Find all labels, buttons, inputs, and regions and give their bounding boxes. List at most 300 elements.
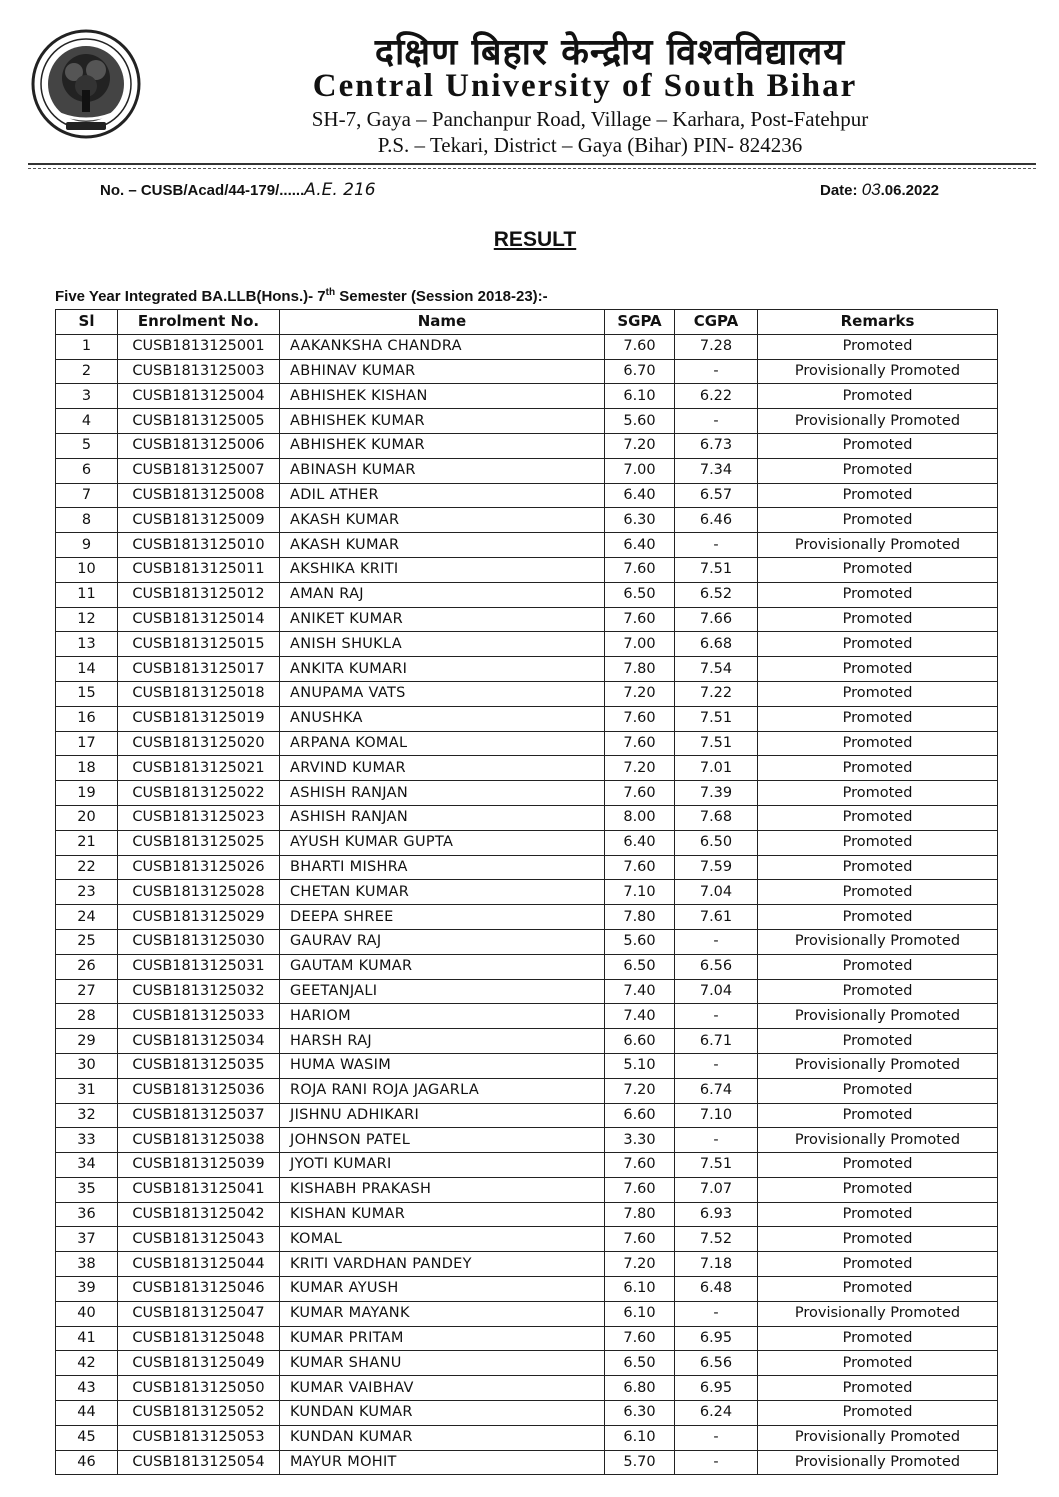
cell-sgpa: 7.10 — [605, 880, 675, 905]
cell-name: KISHABH PRAKASH — [280, 1177, 605, 1202]
document-date — [820, 180, 939, 200]
cell-remarks: Promoted — [758, 657, 998, 682]
table-row — [56, 756, 998, 781]
cell-sgpa: 6.10 — [605, 1277, 675, 1302]
cell-remarks: Provisionally Promoted — [758, 409, 998, 434]
cell-cgpa: 7.39 — [675, 781, 758, 806]
cell-sgpa: 7.20 — [605, 1252, 675, 1277]
cell-remarks: Promoted — [758, 805, 998, 830]
cell-sl: 33 — [56, 1128, 118, 1153]
cell-sgpa: 7.40 — [605, 1004, 675, 1029]
cell-sgpa: 7.60 — [605, 1153, 675, 1178]
cell-cgpa: 6.73 — [675, 433, 758, 458]
cell-name: GEETANJALI — [280, 979, 605, 1004]
cell-name: JYOTI KUMARI — [280, 1153, 605, 1178]
cell-enrolment-no: CUSB1813125028 — [118, 880, 280, 905]
cell-remarks: Promoted — [758, 880, 998, 905]
cell-cgpa: - — [675, 1450, 758, 1475]
column-header-name: Name — [280, 310, 605, 335]
cell-remarks: Promoted — [758, 433, 998, 458]
cell-enrolment-no: CUSB1813125012 — [118, 582, 280, 607]
table-row — [56, 731, 998, 756]
cell-remarks: Promoted — [758, 1401, 998, 1426]
table-row — [56, 409, 998, 434]
table-row — [56, 1227, 998, 1252]
cell-cgpa: 7.51 — [675, 557, 758, 582]
cell-remarks: Provisionally Promoted — [758, 1425, 998, 1450]
cell-sl: 35 — [56, 1177, 118, 1202]
cell-enrolment-no: CUSB1813125049 — [118, 1351, 280, 1376]
table-row — [56, 632, 998, 657]
table-row — [56, 979, 998, 1004]
cell-cgpa: 7.54 — [675, 657, 758, 682]
cell-sgpa: 7.60 — [605, 731, 675, 756]
table-row — [56, 781, 998, 806]
cell-remarks: Promoted — [758, 384, 998, 409]
table-row — [56, 1425, 998, 1450]
cell-enrolment-no: CUSB1813125003 — [118, 359, 280, 384]
cell-name: ANUSHKA — [280, 706, 605, 731]
cell-sgpa: 5.60 — [605, 409, 675, 434]
cell-enrolment-no: CUSB1813125029 — [118, 905, 280, 930]
cell-sgpa: 7.80 — [605, 905, 675, 930]
cell-name: ABHINAV KUMAR — [280, 359, 605, 384]
cell-remarks: Promoted — [758, 1153, 998, 1178]
cell-sgpa: 7.60 — [605, 1326, 675, 1351]
cell-sgpa: 7.20 — [605, 681, 675, 706]
cell-sl: 36 — [56, 1202, 118, 1227]
cell-sgpa: 6.50 — [605, 1351, 675, 1376]
cell-remarks: Promoted — [758, 483, 998, 508]
cell-cgpa: - — [675, 533, 758, 558]
cell-enrolment-no: CUSB1813125004 — [118, 384, 280, 409]
header-divider-dashed — [28, 168, 1036, 169]
table-row — [56, 1376, 998, 1401]
cell-cgpa: 7.51 — [675, 731, 758, 756]
cell-cgpa: - — [675, 1128, 758, 1153]
table-row — [56, 681, 998, 706]
table-row — [56, 607, 998, 632]
cell-name: KUMAR MAYANK — [280, 1301, 605, 1326]
cell-name: KOMAL — [280, 1227, 605, 1252]
cell-enrolment-no: CUSB1813125008 — [118, 483, 280, 508]
cell-cgpa: 6.56 — [675, 1351, 758, 1376]
cell-sl: 25 — [56, 929, 118, 954]
cell-name: AKASH KUMAR — [280, 533, 605, 558]
cell-cgpa: 6.48 — [675, 1277, 758, 1302]
date-suffix: .06.2022 — [880, 182, 939, 199]
cell-remarks: Promoted — [758, 1078, 998, 1103]
cell-enrolment-no: CUSB1813125010 — [118, 533, 280, 558]
cell-name: KRITI VARDHAN PANDEY — [280, 1252, 605, 1277]
cell-enrolment-no: CUSB1813125038 — [118, 1128, 280, 1153]
cell-sgpa: 6.30 — [605, 1401, 675, 1426]
cell-sl: 15 — [56, 681, 118, 706]
cell-sgpa: 6.10 — [605, 384, 675, 409]
table-row — [56, 1326, 998, 1351]
cell-cgpa: - — [675, 1053, 758, 1078]
table-row — [56, 905, 998, 930]
cell-cgpa: 7.01 — [675, 756, 758, 781]
cell-sl: 32 — [56, 1103, 118, 1128]
cell-name: ARPANA KOMAL — [280, 731, 605, 756]
table-row — [56, 805, 998, 830]
table-row — [56, 582, 998, 607]
cell-name: KISHAN KUMAR — [280, 1202, 605, 1227]
cell-name: KUNDAN KUMAR — [280, 1425, 605, 1450]
cell-remarks: Provisionally Promoted — [758, 1301, 998, 1326]
cell-name: AAKANKSHA CHANDRA — [280, 334, 605, 359]
cell-sgpa: 6.50 — [605, 582, 675, 607]
cell-remarks: Promoted — [758, 830, 998, 855]
cell-sl: 17 — [56, 731, 118, 756]
cell-sl: 13 — [56, 632, 118, 657]
cell-sgpa: 7.60 — [605, 334, 675, 359]
cell-name: ARVIND KUMAR — [280, 756, 605, 781]
cell-sl: 40 — [56, 1301, 118, 1326]
cell-name: JISHNU ADHIKARI — [280, 1103, 605, 1128]
cell-cgpa: 7.04 — [675, 979, 758, 1004]
cell-sgpa: 6.60 — [605, 1103, 675, 1128]
cell-name: HUMA WASIM — [280, 1053, 605, 1078]
table-row — [56, 1301, 998, 1326]
cell-sgpa: 7.60 — [605, 706, 675, 731]
cell-sl: 28 — [56, 1004, 118, 1029]
cell-sl: 14 — [56, 657, 118, 682]
column-header-enrolment: Enrolment No. — [118, 310, 280, 335]
cell-sl: 8 — [56, 508, 118, 533]
course-heading — [55, 287, 548, 305]
table-header-row — [56, 310, 998, 335]
cell-enrolment-no: CUSB1813125011 — [118, 557, 280, 582]
cell-cgpa: 7.04 — [675, 880, 758, 905]
cell-name: ABHISHEK KUMAR — [280, 409, 605, 434]
cell-sgpa: 7.60 — [605, 1227, 675, 1252]
cell-sl: 27 — [56, 979, 118, 1004]
cell-sl: 37 — [56, 1227, 118, 1252]
cell-name: BHARTI MISHRA — [280, 855, 605, 880]
cell-remarks: Promoted — [758, 1202, 998, 1227]
cell-sl: 26 — [56, 954, 118, 979]
cell-name: KUMAR PRITAM — [280, 1326, 605, 1351]
cell-remarks: Promoted — [758, 607, 998, 632]
cell-sgpa: 8.00 — [605, 805, 675, 830]
cell-sl: 5 — [56, 433, 118, 458]
cell-name: GAURAV RAJ — [280, 929, 605, 954]
page-title: RESULT — [493, 228, 577, 251]
cell-cgpa: 7.22 — [675, 681, 758, 706]
cell-sl: 21 — [56, 830, 118, 855]
table-row — [56, 1252, 998, 1277]
cell-sgpa: 6.10 — [605, 1301, 675, 1326]
cell-name: ABHISHEK KUMAR — [280, 433, 605, 458]
cell-sl: 9 — [56, 533, 118, 558]
table-row — [56, 1103, 998, 1128]
cell-cgpa: 6.22 — [675, 384, 758, 409]
cell-name: ANKITA KUMARI — [280, 657, 605, 682]
table-row — [56, 954, 998, 979]
cell-remarks: Provisionally Promoted — [758, 929, 998, 954]
cell-enrolment-no: CUSB1813125033 — [118, 1004, 280, 1029]
address-line-1: SH-7, Gaya – Panchanpur Road, Village – Karhara, Post-Fatehpur — [311, 107, 869, 131]
cell-remarks: Promoted — [758, 1227, 998, 1252]
table-row — [56, 1153, 998, 1178]
table-row — [56, 1277, 998, 1302]
cell-name: HARIOM — [280, 1004, 605, 1029]
table-row — [56, 334, 998, 359]
cell-cgpa: 6.50 — [675, 830, 758, 855]
cell-name: JOHNSON PATEL — [280, 1128, 605, 1153]
cell-enrolment-no: CUSB1813125017 — [118, 657, 280, 682]
university-name-english: Central University of South Bihar — [312, 68, 858, 104]
cell-cgpa: 6.46 — [675, 508, 758, 533]
cell-cgpa: 6.68 — [675, 632, 758, 657]
cell-remarks: Provisionally Promoted — [758, 533, 998, 558]
cell-cgpa: - — [675, 359, 758, 384]
cell-enrolment-no: CUSB1813125039 — [118, 1153, 280, 1178]
cell-remarks: Promoted — [758, 905, 998, 930]
cell-cgpa: 7.18 — [675, 1252, 758, 1277]
cell-cgpa: 6.95 — [675, 1326, 758, 1351]
cell-enrolment-no: CUSB1813125042 — [118, 1202, 280, 1227]
cell-cgpa: - — [675, 1004, 758, 1029]
cell-sgpa: 6.70 — [605, 359, 675, 384]
cell-enrolment-no: CUSB1813125009 — [118, 508, 280, 533]
cell-sl: 39 — [56, 1277, 118, 1302]
cell-enrolment-no: CUSB1813125007 — [118, 458, 280, 483]
cell-remarks: Promoted — [758, 855, 998, 880]
table-row — [56, 1401, 998, 1426]
cell-sgpa: 6.40 — [605, 483, 675, 508]
university-name-hindi: दक्षिण बिहार केन्द्रीय विश्वविद्यालय — [374, 31, 846, 73]
cell-sl: 10 — [56, 557, 118, 582]
cell-sl: 1 — [56, 334, 118, 359]
cell-enrolment-no: CUSB1813125020 — [118, 731, 280, 756]
cell-enrolment-no: CUSB1813125041 — [118, 1177, 280, 1202]
cell-enrolment-no: CUSB1813125019 — [118, 706, 280, 731]
cell-sgpa: 6.40 — [605, 533, 675, 558]
cell-remarks: Promoted — [758, 706, 998, 731]
table-row — [56, 1351, 998, 1376]
cell-cgpa: 7.52 — [675, 1227, 758, 1252]
cell-cgpa: 6.93 — [675, 1202, 758, 1227]
cell-remarks: Promoted — [758, 1252, 998, 1277]
cell-remarks: Promoted — [758, 582, 998, 607]
cell-enrolment-no: CUSB1813125026 — [118, 855, 280, 880]
cell-enrolment-no: CUSB1813125054 — [118, 1450, 280, 1475]
cell-sl: 20 — [56, 805, 118, 830]
cell-enrolment-no: CUSB1813125035 — [118, 1053, 280, 1078]
cell-name: AYUSH KUMAR GUPTA — [280, 830, 605, 855]
table-row — [56, 1029, 998, 1054]
cell-remarks: Promoted — [758, 756, 998, 781]
cell-sl: 30 — [56, 1053, 118, 1078]
cell-sgpa: 7.60 — [605, 855, 675, 880]
cell-name: ADIL ATHER — [280, 483, 605, 508]
cell-sl: 12 — [56, 607, 118, 632]
cell-name: KUMAR AYUSH — [280, 1277, 605, 1302]
cell-remarks: Promoted — [758, 781, 998, 806]
cell-sl: 22 — [56, 855, 118, 880]
reference-number-label: No. – CUSB/Acad/44-179/...... — [100, 182, 305, 199]
cell-cgpa: 7.66 — [675, 607, 758, 632]
cell-sgpa: 7.20 — [605, 756, 675, 781]
cell-sgpa: 7.60 — [605, 1177, 675, 1202]
cell-cgpa: 7.68 — [675, 805, 758, 830]
cell-sgpa: 7.20 — [605, 433, 675, 458]
cell-cgpa: 7.34 — [675, 458, 758, 483]
cell-remarks: Promoted — [758, 1177, 998, 1202]
cell-cgpa: 7.10 — [675, 1103, 758, 1128]
cell-cgpa: 6.52 — [675, 582, 758, 607]
table-row — [56, 929, 998, 954]
cell-cgpa: 7.51 — [675, 1153, 758, 1178]
cell-enrolment-no: CUSB1813125050 — [118, 1376, 280, 1401]
cell-enrolment-no: CUSB1813125021 — [118, 756, 280, 781]
column-header-sgpa: SGPA — [605, 310, 675, 335]
cell-sl: 45 — [56, 1425, 118, 1450]
cell-sl: 19 — [56, 781, 118, 806]
table-row — [56, 706, 998, 731]
cell-remarks: Promoted — [758, 979, 998, 1004]
cell-sgpa: 5.10 — [605, 1053, 675, 1078]
cell-sgpa: 6.10 — [605, 1425, 675, 1450]
cell-sl: 44 — [56, 1401, 118, 1426]
cell-enrolment-no: CUSB1813125052 — [118, 1401, 280, 1426]
header-divider — [28, 163, 1036, 165]
cell-enrolment-no: CUSB1813125001 — [118, 334, 280, 359]
table-body — [56, 334, 998, 1475]
cell-sgpa: 6.80 — [605, 1376, 675, 1401]
cell-enrolment-no: CUSB1813125048 — [118, 1326, 280, 1351]
column-header-cgpa: CGPA — [675, 310, 758, 335]
cell-enrolment-no: CUSB1813125044 — [118, 1252, 280, 1277]
reference-number-handwritten: A.E. 216 — [304, 180, 376, 200]
table-row — [56, 1202, 998, 1227]
cell-enrolment-no: CUSB1813125053 — [118, 1425, 280, 1450]
cell-cgpa: 7.28 — [675, 334, 758, 359]
table-row — [56, 508, 998, 533]
course-suffix: Semester (Session 2018-23):- — [335, 288, 548, 305]
cell-sgpa: 7.00 — [605, 458, 675, 483]
cell-remarks: Promoted — [758, 458, 998, 483]
cell-enrolment-no: CUSB1813125030 — [118, 929, 280, 954]
cell-remarks: Provisionally Promoted — [758, 1053, 998, 1078]
cell-name: ROJA RANI ROJA JAGARLA — [280, 1078, 605, 1103]
cell-enrolment-no: CUSB1813125047 — [118, 1301, 280, 1326]
column-header-sl: Sl — [56, 310, 118, 335]
cell-enrolment-no: CUSB1813125014 — [118, 607, 280, 632]
cell-remarks: Promoted — [758, 1326, 998, 1351]
cell-sgpa: 6.30 — [605, 508, 675, 533]
table-row — [56, 855, 998, 880]
cell-remarks: Provisionally Promoted — [758, 1128, 998, 1153]
cell-name: ANUPAMA VATS — [280, 681, 605, 706]
table-row — [56, 1128, 998, 1153]
cell-sl: 3 — [56, 384, 118, 409]
cell-cgpa: - — [675, 1301, 758, 1326]
table-row — [56, 384, 998, 409]
cell-sl: 18 — [56, 756, 118, 781]
cell-name: KUNDAN KUMAR — [280, 1401, 605, 1426]
cell-sl: 43 — [56, 1376, 118, 1401]
cell-name: KUMAR VAIBHAV — [280, 1376, 605, 1401]
cell-sl: 41 — [56, 1326, 118, 1351]
table-row — [56, 433, 998, 458]
cell-name: CHETAN KUMAR — [280, 880, 605, 905]
table-row — [56, 1078, 998, 1103]
cell-remarks: Promoted — [758, 1029, 998, 1054]
table-row — [56, 1053, 998, 1078]
cell-remarks: Promoted — [758, 334, 998, 359]
reference-number — [100, 180, 376, 200]
cell-name: ASHISH RANJAN — [280, 781, 605, 806]
cell-cgpa: 7.07 — [675, 1177, 758, 1202]
cell-name: KUMAR SHANU — [280, 1351, 605, 1376]
cell-sl: 6 — [56, 458, 118, 483]
cell-cgpa: 6.74 — [675, 1078, 758, 1103]
cell-remarks: Provisionally Promoted — [758, 359, 998, 384]
table-row — [56, 557, 998, 582]
cell-sl: 24 — [56, 905, 118, 930]
cell-sl: 42 — [56, 1351, 118, 1376]
cell-sgpa: 3.30 — [605, 1128, 675, 1153]
cell-cgpa: 7.59 — [675, 855, 758, 880]
cell-sgpa: 6.50 — [605, 954, 675, 979]
table-row — [56, 880, 998, 905]
cell-sgpa: 5.70 — [605, 1450, 675, 1475]
table-row — [56, 657, 998, 682]
cell-sl: 38 — [56, 1252, 118, 1277]
cell-name: DEEPA SHREE — [280, 905, 605, 930]
cell-name: AMAN RAJ — [280, 582, 605, 607]
cell-sl: 23 — [56, 880, 118, 905]
cell-enrolment-no: CUSB1813125032 — [118, 979, 280, 1004]
table-row — [56, 483, 998, 508]
cell-enrolment-no: CUSB1813125006 — [118, 433, 280, 458]
cell-name: ABINASH KUMAR — [280, 458, 605, 483]
cell-enrolment-no: CUSB1813125046 — [118, 1277, 280, 1302]
cell-sgpa: 6.60 — [605, 1029, 675, 1054]
address-line-2: P.S. – Tekari, District – Gaya (Bihar) PIN- 824236 — [377, 133, 803, 157]
cell-sl: 31 — [56, 1078, 118, 1103]
cell-enrolment-no: CUSB1813125037 — [118, 1103, 280, 1128]
cell-remarks: Provisionally Promoted — [758, 1004, 998, 1029]
cell-remarks: Promoted — [758, 954, 998, 979]
cell-sgpa: 7.80 — [605, 1202, 675, 1227]
cell-enrolment-no: CUSB1813125015 — [118, 632, 280, 657]
cell-remarks: Provisionally Promoted — [758, 1450, 998, 1475]
cell-enrolment-no: CUSB1813125043 — [118, 1227, 280, 1252]
cell-sl: 34 — [56, 1153, 118, 1178]
cell-enrolment-no: CUSB1813125036 — [118, 1078, 280, 1103]
cell-cgpa: - — [675, 1425, 758, 1450]
cell-remarks: Promoted — [758, 1351, 998, 1376]
cell-remarks: Promoted — [758, 632, 998, 657]
cell-cgpa: 6.24 — [675, 1401, 758, 1426]
cell-name: ANISH SHUKLA — [280, 632, 605, 657]
cell-name: ASHISH RANJAN — [280, 805, 605, 830]
table-row — [56, 359, 998, 384]
cell-name: AKASH KUMAR — [280, 508, 605, 533]
university-seal-icon — [30, 28, 142, 140]
cell-cgpa: - — [675, 409, 758, 434]
cell-enrolment-no: CUSB1813125005 — [118, 409, 280, 434]
table-row — [56, 830, 998, 855]
cell-sgpa: 5.60 — [605, 929, 675, 954]
cell-sl: 7 — [56, 483, 118, 508]
cell-enrolment-no: CUSB1813125031 — [118, 954, 280, 979]
